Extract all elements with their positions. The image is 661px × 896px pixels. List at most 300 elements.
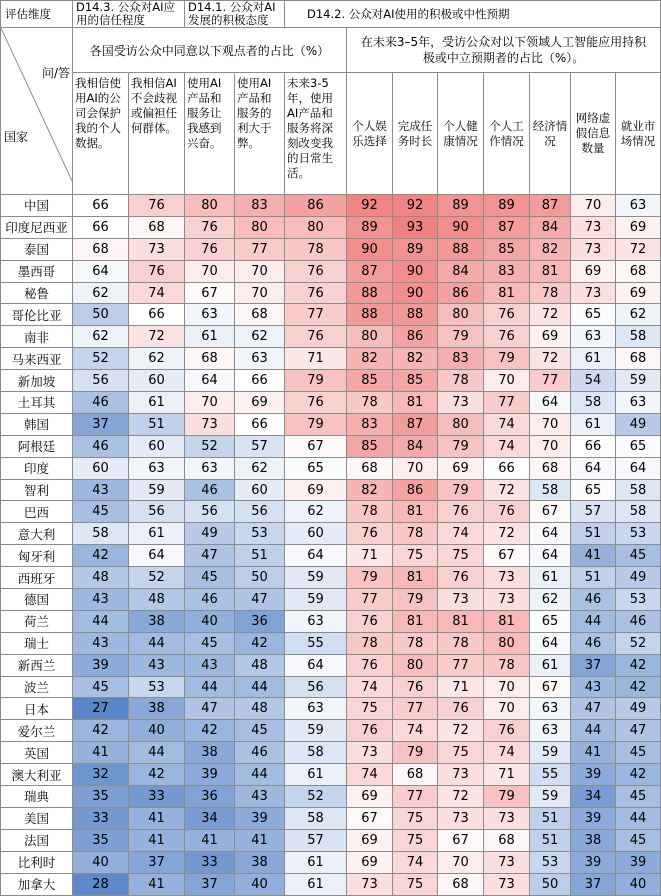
value-cell: 86 — [438, 282, 484, 304]
country-name: 法国 — [1, 829, 73, 851]
value-cell: 68 — [530, 457, 571, 479]
value-cell: 64 — [185, 370, 235, 392]
value-cell: 74 — [484, 435, 530, 457]
value-cell: 75 — [393, 545, 438, 567]
value-cell: 73 — [347, 742, 393, 764]
value-cell: 67 — [347, 807, 393, 829]
value-cell: 68 — [129, 216, 185, 238]
value-cell: 73 — [571, 282, 616, 304]
value-cell: 73 — [438, 392, 484, 414]
value-cell: 58 — [616, 501, 661, 523]
value-cell: 76 — [129, 260, 185, 282]
value-cell: 44 — [571, 610, 616, 632]
country-label: 国家 — [4, 130, 29, 144]
table-row — [1, 873, 661, 895]
value-cell: 50 — [530, 873, 571, 895]
value-cell: 49 — [616, 698, 661, 720]
value-cell: 53 — [530, 851, 571, 873]
value-cell: 69 — [616, 282, 661, 304]
value-cell: 74 — [393, 720, 438, 742]
value-cell: 73 — [484, 873, 530, 895]
value-cell: 41 — [571, 742, 616, 764]
value-cell: 76 — [285, 282, 347, 304]
value-cell: 68 — [393, 764, 438, 786]
value-cell: 80 — [438, 304, 484, 326]
country-name: 西班牙 — [1, 567, 73, 589]
value-cell: 62 — [73, 282, 129, 304]
value-cell: 85 — [347, 435, 393, 457]
value-cell: 65 — [530, 610, 571, 632]
value-cell: 45 — [616, 742, 661, 764]
value-cell: 69 — [347, 851, 393, 873]
table-row — [1, 216, 661, 238]
value-cell: 71 — [285, 348, 347, 370]
value-cell: 45 — [616, 829, 661, 851]
value-cell: 81 — [530, 260, 571, 282]
table-row — [1, 501, 661, 523]
country-name: 南非 — [1, 326, 73, 348]
value-cell: 76 — [285, 392, 347, 414]
value-cell: 60 — [129, 370, 185, 392]
value-cell: 43 — [73, 589, 129, 611]
value-cell: 72 — [530, 304, 571, 326]
country-name: 中国 — [1, 195, 73, 217]
value-cell: 69 — [347, 786, 393, 808]
value-cell: 77 — [393, 698, 438, 720]
value-cell: 79 — [438, 326, 484, 348]
value-cell: 74 — [438, 523, 484, 545]
column-header: 个人娱乐选择 — [347, 73, 393, 195]
value-cell: 62 — [235, 326, 285, 348]
value-cell: 88 — [347, 304, 393, 326]
value-cell: 64 — [616, 457, 661, 479]
value-cell: 88 — [438, 238, 484, 260]
value-cell: 75 — [438, 545, 484, 567]
value-cell: 63 — [285, 698, 347, 720]
value-cell: 37 — [185, 873, 235, 895]
value-cell: 72 — [438, 720, 484, 742]
value-cell: 47 — [185, 698, 235, 720]
value-cell: 82 — [347, 479, 393, 501]
value-cell: 63 — [571, 326, 616, 348]
value-cell: 47 — [185, 545, 235, 567]
value-cell: 80 — [235, 216, 285, 238]
country-name: 加拿大 — [1, 873, 73, 895]
value-cell: 62 — [530, 589, 571, 611]
value-cell: 46 — [235, 742, 285, 764]
value-cell: 68 — [616, 260, 661, 282]
value-cell: 70 — [235, 260, 285, 282]
value-cell: 74 — [347, 676, 393, 698]
value-cell: 44 — [616, 807, 661, 829]
value-cell: 86 — [285, 195, 347, 217]
value-cell: 90 — [347, 238, 393, 260]
value-cell: 92 — [393, 195, 438, 217]
value-cell: 72 — [129, 326, 185, 348]
value-cell: 88 — [393, 304, 438, 326]
column-header: 网络虚假信息数量 — [571, 73, 616, 195]
country-name: 瑞典 — [1, 786, 73, 808]
value-cell: 69 — [438, 457, 484, 479]
value-cell: 76 — [484, 326, 530, 348]
value-cell: 87 — [347, 260, 393, 282]
value-cell: 69 — [347, 829, 393, 851]
table-row — [1, 567, 661, 589]
country-name: 秘鲁 — [1, 282, 73, 304]
value-cell: 58 — [73, 523, 129, 545]
value-cell: 80 — [484, 632, 530, 654]
value-cell: 61 — [571, 413, 616, 435]
value-cell: 83 — [484, 260, 530, 282]
value-cell: 49 — [185, 523, 235, 545]
value-cell: 68 — [73, 238, 129, 260]
table-row — [1, 457, 661, 479]
country-name: 瑞士 — [1, 632, 73, 654]
value-cell: 45 — [616, 786, 661, 808]
country-name: 哥伦比亚 — [1, 304, 73, 326]
value-cell: 82 — [530, 238, 571, 260]
group-trust: D14.3. 公众对AI应用的信任程度 — [73, 1, 185, 28]
value-cell: 43 — [129, 654, 185, 676]
country-name: 新西兰 — [1, 654, 73, 676]
value-cell: 67 — [438, 829, 484, 851]
value-cell: 41 — [129, 829, 185, 851]
value-cell: 28 — [73, 873, 129, 895]
value-cell: 78 — [347, 632, 393, 654]
value-cell: 62 — [129, 348, 185, 370]
value-cell: 76 — [185, 216, 235, 238]
value-cell: 70 — [484, 370, 530, 392]
value-cell: 70 — [393, 457, 438, 479]
value-cell: 35 — [73, 829, 129, 851]
value-cell: 76 — [438, 698, 484, 720]
value-cell: 86 — [393, 326, 438, 348]
country-name: 日本 — [1, 698, 73, 720]
value-cell: 43 — [185, 654, 235, 676]
value-cell: 67 — [530, 676, 571, 698]
value-cell: 60 — [285, 523, 347, 545]
column-header: 我相信使用AI的公司会保护我的个人数据。 — [73, 73, 129, 195]
value-cell: 64 — [129, 545, 185, 567]
value-cell: 67 — [530, 501, 571, 523]
corner-cell — [1, 28, 73, 195]
value-cell: 45 — [185, 632, 235, 654]
value-cell: 53 — [616, 589, 661, 611]
value-cell: 41 — [571, 545, 616, 567]
value-cell: 38 — [185, 742, 235, 764]
value-cell: 81 — [438, 610, 484, 632]
value-cell: 80 — [185, 195, 235, 217]
value-cell: 37 — [129, 851, 185, 873]
value-cell: 84 — [530, 216, 571, 238]
value-cell: 72 — [484, 523, 530, 545]
value-cell: 71 — [347, 545, 393, 567]
value-cell: 58 — [616, 326, 661, 348]
value-cell: 65 — [571, 304, 616, 326]
subheader-right: 在未来3–5年，受访公众对以下领域人工智能应用持积极或中立预期者的占比（%）。 — [347, 28, 661, 73]
value-cell: 53 — [235, 523, 285, 545]
value-cell: 70 — [530, 413, 571, 435]
value-cell: 68 — [185, 348, 235, 370]
value-cell: 44 — [129, 742, 185, 764]
table-row — [1, 720, 661, 742]
value-cell: 73 — [438, 589, 484, 611]
table-row — [1, 807, 661, 829]
value-cell: 76 — [393, 676, 438, 698]
value-cell: 93 — [393, 216, 438, 238]
table-row — [1, 304, 661, 326]
value-cell: 70 — [484, 698, 530, 720]
table-row — [1, 545, 661, 567]
value-cell: 77 — [530, 370, 571, 392]
value-cell: 59 — [285, 567, 347, 589]
value-cell: 47 — [235, 589, 285, 611]
value-cell: 49 — [616, 567, 661, 589]
value-cell: 63 — [185, 304, 235, 326]
value-cell: 76 — [185, 238, 235, 260]
value-cell: 47 — [616, 720, 661, 742]
value-cell: 80 — [393, 654, 438, 676]
value-cell: 77 — [235, 238, 285, 260]
value-cell: 45 — [235, 720, 285, 742]
value-cell: 58 — [616, 479, 661, 501]
value-cell: 45 — [616, 545, 661, 567]
country-name: 波兰 — [1, 676, 73, 698]
country-name: 土耳其 — [1, 392, 73, 414]
value-cell: 68 — [484, 829, 530, 851]
value-cell: 78 — [530, 282, 571, 304]
value-cell: 61 — [285, 851, 347, 873]
value-cell: 81 — [484, 610, 530, 632]
column-header: 使用AI产品和服务让我感到兴奋。 — [185, 73, 235, 195]
value-cell: 76 — [129, 195, 185, 217]
value-cell: 76 — [347, 654, 393, 676]
value-cell: 68 — [438, 873, 484, 895]
value-cell: 56 — [235, 501, 285, 523]
value-cell: 58 — [571, 392, 616, 414]
value-cell: 84 — [393, 435, 438, 457]
column-header: 未来3-5年，使用AI产品和服务将深刻改变我的日常生活。 — [285, 73, 347, 195]
table-row — [1, 479, 661, 501]
value-cell: 52 — [73, 348, 129, 370]
value-cell: 70 — [438, 851, 484, 873]
value-cell: 64 — [285, 654, 347, 676]
value-cell: 58 — [530, 479, 571, 501]
table-row — [1, 195, 661, 217]
value-cell: 52 — [185, 435, 235, 457]
value-cell: 64 — [530, 392, 571, 414]
value-cell: 51 — [530, 807, 571, 829]
value-cell: 76 — [347, 720, 393, 742]
value-cell: 65 — [571, 479, 616, 501]
value-cell: 57 — [235, 435, 285, 457]
table-row — [1, 632, 661, 654]
value-cell: 69 — [616, 216, 661, 238]
value-cell: 74 — [484, 742, 530, 764]
value-cell: 33 — [129, 786, 185, 808]
value-cell: 41 — [185, 829, 235, 851]
value-cell: 74 — [393, 851, 438, 873]
value-cell: 60 — [73, 457, 129, 479]
value-cell: 48 — [235, 698, 285, 720]
value-cell: 87 — [484, 216, 530, 238]
value-cell: 40 — [185, 610, 235, 632]
value-cell: 33 — [73, 807, 129, 829]
value-cell: 76 — [347, 523, 393, 545]
value-cell: 66 — [129, 304, 185, 326]
value-cell: 81 — [393, 610, 438, 632]
value-cell: 61 — [129, 392, 185, 414]
value-cell: 78 — [347, 501, 393, 523]
country-name: 匈牙利 — [1, 545, 73, 567]
value-cell: 48 — [235, 654, 285, 676]
table-row — [1, 698, 661, 720]
value-cell: 83 — [235, 195, 285, 217]
value-cell: 56 — [129, 501, 185, 523]
value-cell: 61 — [285, 873, 347, 895]
value-cell: 61 — [129, 523, 185, 545]
column-header: 我相信AI不会歧视或偏袒任何群体。 — [129, 73, 185, 195]
value-cell: 40 — [129, 720, 185, 742]
country-name: 德国 — [1, 589, 73, 611]
value-cell: 61 — [530, 567, 571, 589]
value-cell: 51 — [571, 523, 616, 545]
value-cell: 50 — [235, 567, 285, 589]
value-cell: 44 — [129, 632, 185, 654]
value-cell: 72 — [530, 348, 571, 370]
country-name: 墨西哥 — [1, 260, 73, 282]
value-cell: 67 — [285, 435, 347, 457]
value-cell: 41 — [235, 829, 285, 851]
country-name: 新加坡 — [1, 370, 73, 392]
value-cell: 85 — [484, 238, 530, 260]
value-cell: 90 — [438, 216, 484, 238]
value-cell: 58 — [285, 807, 347, 829]
value-cell: 73 — [185, 413, 235, 435]
value-cell: 73 — [484, 567, 530, 589]
value-cell: 63 — [530, 720, 571, 742]
value-cell: 66 — [235, 413, 285, 435]
value-cell: 66 — [571, 435, 616, 457]
country-name: 意大利 — [1, 523, 73, 545]
value-cell: 72 — [616, 238, 661, 260]
value-cell: 82 — [347, 348, 393, 370]
value-cell: 40 — [73, 851, 129, 873]
value-cell: 52 — [129, 567, 185, 589]
country-name: 智利 — [1, 479, 73, 501]
value-cell: 41 — [73, 742, 129, 764]
value-cell: 39 — [185, 764, 235, 786]
value-cell: 58 — [285, 742, 347, 764]
value-cell: 76 — [347, 610, 393, 632]
country-name: 爱尔兰 — [1, 720, 73, 742]
value-cell: 52 — [285, 786, 347, 808]
value-cell: 63 — [285, 610, 347, 632]
value-cell: 79 — [285, 370, 347, 392]
value-cell: 43 — [73, 632, 129, 654]
value-cell: 63 — [616, 392, 661, 414]
table-row — [1, 786, 661, 808]
value-cell: 38 — [129, 698, 185, 720]
value-cell: 73 — [438, 764, 484, 786]
value-cell: 73 — [438, 807, 484, 829]
value-cell: 89 — [393, 238, 438, 260]
value-cell: 42 — [616, 676, 661, 698]
value-cell: 46 — [185, 479, 235, 501]
value-cell: 81 — [393, 567, 438, 589]
column-header: 个人健康情况 — [438, 73, 484, 195]
value-cell: 78 — [347, 392, 393, 414]
table-row — [1, 260, 661, 282]
value-cell: 44 — [185, 676, 235, 698]
table-row — [1, 742, 661, 764]
country-name: 荷兰 — [1, 610, 73, 632]
table-row — [1, 851, 661, 873]
table-row — [1, 829, 661, 851]
value-cell: 27 — [73, 698, 129, 720]
value-cell: 63 — [616, 195, 661, 217]
value-cell: 84 — [438, 260, 484, 282]
value-cell: 69 — [285, 479, 347, 501]
value-cell: 61 — [185, 326, 235, 348]
value-cell: 38 — [235, 851, 285, 873]
value-cell: 75 — [393, 829, 438, 851]
value-cell: 60 — [129, 435, 185, 457]
value-cell: 90 — [393, 260, 438, 282]
value-cell: 59 — [129, 479, 185, 501]
value-cell: 68 — [616, 348, 661, 370]
value-cell: 72 — [484, 479, 530, 501]
value-cell: 78 — [438, 370, 484, 392]
table-row — [1, 654, 661, 676]
value-cell: 77 — [438, 654, 484, 676]
value-cell: 70 — [185, 260, 235, 282]
value-cell: 80 — [438, 413, 484, 435]
value-cell: 40 — [616, 873, 661, 895]
value-cell: 75 — [438, 742, 484, 764]
value-cell: 45 — [73, 676, 129, 698]
value-cell: 76 — [484, 720, 530, 742]
value-cell: 66 — [235, 370, 285, 392]
table-row — [1, 589, 661, 611]
value-cell: 68 — [347, 457, 393, 479]
value-cell: 44 — [235, 676, 285, 698]
value-cell: 69 — [530, 326, 571, 348]
value-cell: 61 — [571, 348, 616, 370]
value-cell: 46 — [616, 610, 661, 632]
country-name: 阿根廷 — [1, 435, 73, 457]
value-cell: 44 — [571, 720, 616, 742]
table-row — [1, 676, 661, 698]
value-cell: 76 — [484, 304, 530, 326]
value-cell: 89 — [484, 195, 530, 217]
value-cell: 42 — [129, 764, 185, 786]
value-cell: 90 — [393, 282, 438, 304]
country-name: 泰国 — [1, 238, 73, 260]
value-cell: 65 — [285, 457, 347, 479]
value-cell: 39 — [235, 807, 285, 829]
value-cell: 67 — [185, 282, 235, 304]
value-cell: 57 — [285, 829, 347, 851]
value-cell: 50 — [73, 304, 129, 326]
value-cell: 51 — [530, 829, 571, 851]
country-name: 澳大利亚 — [1, 764, 73, 786]
value-cell: 47 — [571, 698, 616, 720]
value-cell: 83 — [438, 348, 484, 370]
value-cell: 44 — [235, 764, 285, 786]
dimension-label: 评估维度 — [1, 1, 73, 28]
value-cell: 76 — [438, 501, 484, 523]
